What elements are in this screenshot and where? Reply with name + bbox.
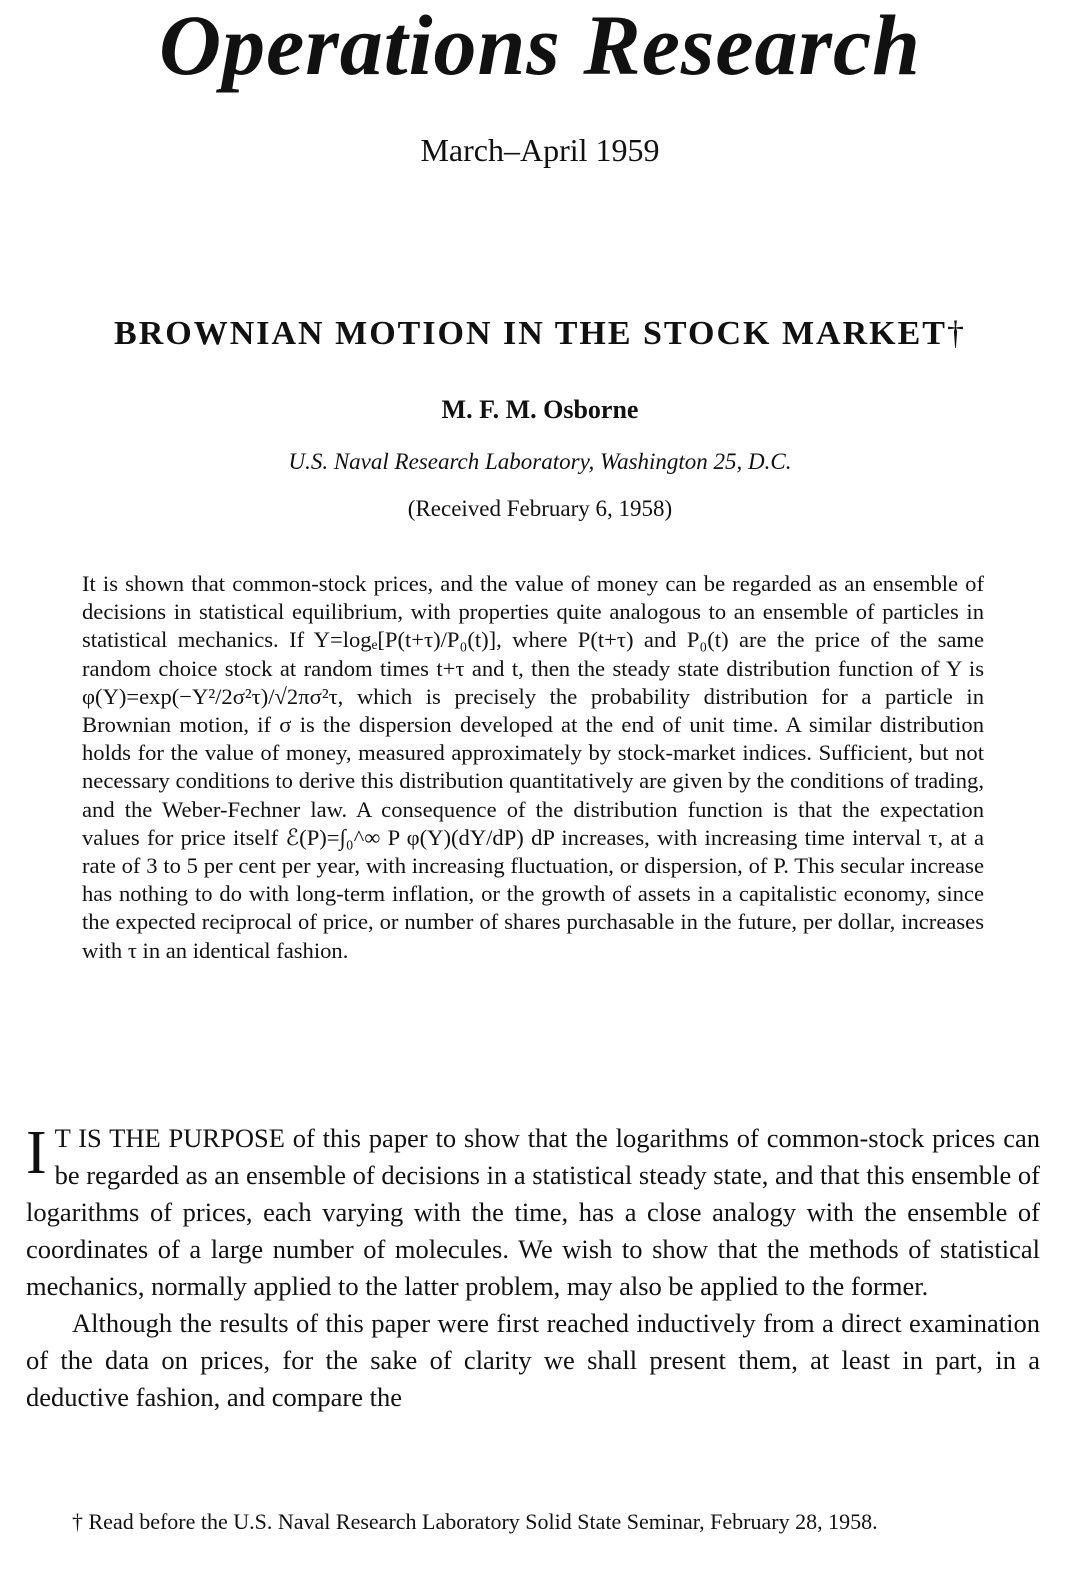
journal-title: Operations Research	[159, 0, 921, 93]
title-footnote-mark: †	[946, 315, 966, 352]
body-paragraph-2: Although the results of this paper were first reached inductively from a direct examination of the data on prices, for the sake of clarity we shall present them, at least in part, in a deductive fashion, and compare the	[26, 1308, 1040, 1412]
drop-cap: I	[26, 1119, 47, 1187]
body-paragraph-1	[26, 1120, 1040, 1305]
received-date: (Received February 6, 1958)	[407, 496, 673, 521]
footnote-text: † Read before the U.S. Naval Research Laboratory Solid State Seminar, February 28, 1958.	[72, 1509, 878, 1534]
abstract: It is shown that common-stock prices, and the value of money can be regarded as an ensemble of decisions in statistical equilibrium, with properties quite analogous to an ensemble of particles in statistical mechanics. If Y=logₑ[P(t+τ)/P₀(t)], where P(t+τ) and P₀(t) are the price of the same random choice stock at random times t+τ and t, then the steady state distribution function of Y is φ(Y)=exp(−Y²/2σ²τ)/√2πσ²τ, which is precisely the probability distribution for a particle in Brownian motion, if σ is the dispersion developed at the end of unit time. A similar distribution holds for the value of money, measured approximately by stock-market indices. Sufficient, but not necessary conditions to derive this distribution quantitatively are given by the conditions of trading, and the Weber-Fechner law. A consequence of the distribution function is that the expectation values for price itself ℰ(P)=∫₀^∞ P φ(Y)(dY/dP) dP increases, with increasing time interval τ, at a rate of 3 to 5 per cent per year, with increasing fluctuation, or dispersion, of P. This secular increase has nothing to do with long-term inflation, or the growth of assets in a capitalistic economy, since the expected reciprocal of price, or number of shares purchasable in the future, per dollar, increases with τ in an identical fashion.	[82, 571, 984, 963]
author-affiliation: U.S. Naval Research Laboratory, Washington 25, D.C.	[288, 449, 792, 474]
footnote	[26, 1508, 1040, 1536]
author-name: M. F. M. Osborne	[441, 395, 639, 424]
article-title	[30, 312, 1050, 356]
body-paragraph-1-text: T IS THE PURPOSE of this paper to show that the logarithms of common-stock prices can be regarded as an ensemble of decisions in a statistical steady state, and that this ensemble of logarithms of prices, each varying with the time, has a close analogy with the ensemble of coordinates of a large number of molecules. We wish to show that the methods of statistical mechanics, normally applied to the latter problem, may also be applied to the former.	[26, 1123, 1040, 1301]
issue-date: March–April 1959	[420, 132, 660, 168]
article-body	[26, 1120, 1040, 1416]
article-title-text: BROWNIAN MOTION IN THE STOCK MARKET	[114, 315, 947, 352]
